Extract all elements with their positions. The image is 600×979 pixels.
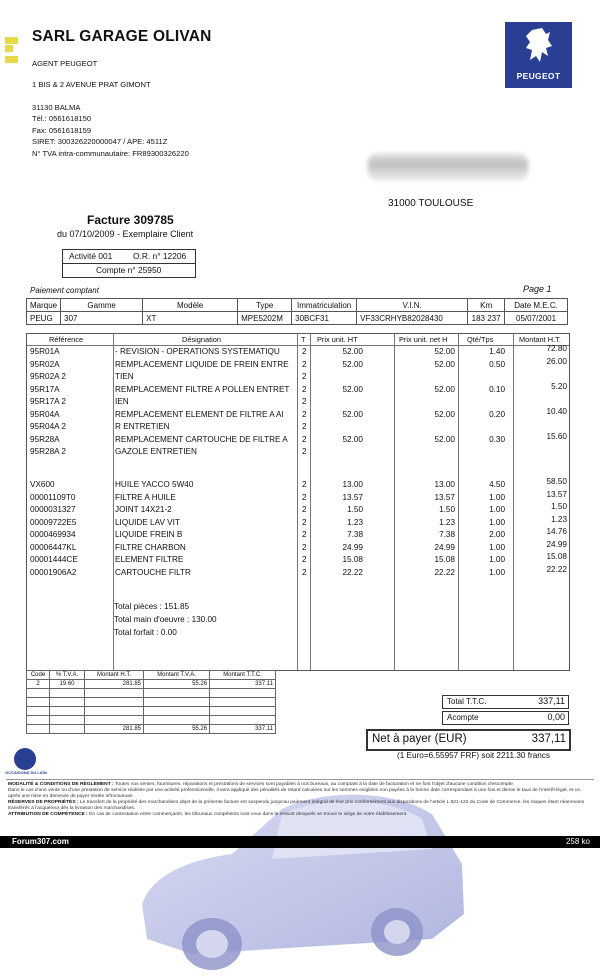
line-unit-price: 52.00	[342, 347, 363, 356]
line-net-price: 13.00	[434, 480, 455, 489]
vehicle-value-row	[27, 312, 568, 325]
tva-row	[27, 716, 276, 725]
vehicle-value: 307	[61, 312, 143, 325]
company-tel: Tél.: 0561618150	[32, 114, 92, 123]
line-designation: REMPLACEMENT CARTOUCHE DE FILTRE A	[115, 434, 288, 444]
legal-paragraph: En cas de contestation entre commerçants, les tribunaux compétents sont ceux dans le ressort desquels se trouve le siège de notre établissement.	[87, 812, 408, 817]
line-qty: 1.00	[489, 505, 505, 514]
line-t: 2	[302, 542, 307, 552]
company-fax: Fax: 0561618159	[32, 126, 92, 135]
line-net-price: 7.38	[439, 530, 455, 539]
legal-text	[8, 782, 592, 818]
line-unit-price: 13.57	[342, 492, 363, 502]
tva-table	[26, 670, 276, 734]
company-siret: SIRET: 300326220000047 / APE: 4511Z	[32, 137, 168, 146]
line-net-price: 15.08	[434, 555, 455, 564]
line-t: 2	[302, 555, 307, 564]
line-net-price: 52.00	[434, 384, 455, 394]
line-unit-price: 15.08	[342, 555, 363, 564]
activity-box	[62, 249, 196, 264]
line-ref: 00006447KL	[30, 542, 77, 552]
deposit-box	[442, 711, 569, 725]
invoice-title: Facture 309785	[87, 213, 174, 227]
line-unit-price: 52.00	[342, 409, 363, 419]
tva-row	[27, 707, 276, 716]
legal-paragraph: Toutes nos ventes, fournitures, réparations et prestations de services sont payables à nos bureaux, au comptant à la date de facturation et ne font l'objet d'aucune condition d'escompte.	[113, 782, 515, 787]
line-ref: 95R01A	[30, 347, 60, 356]
line-ref: 95R04A 2	[30, 422, 66, 431]
line-ref: 95R17A	[30, 384, 60, 394]
line-designation: FILTRE CHARBON	[115, 542, 186, 552]
line-ref: 00001444CE	[30, 555, 78, 564]
line-ref: 00001109T0	[30, 492, 76, 502]
line-qty: 1.40	[489, 347, 505, 356]
invoice-date: du 07/10/2009 - Exemplaire Client	[57, 229, 194, 239]
line-amount: 1.23	[551, 514, 567, 524]
line-t: 2	[302, 492, 307, 502]
decor-square	[5, 37, 18, 44]
vehicle-value: VF33CRHYB82028430	[357, 312, 468, 325]
line-ref: 95R28A 2	[30, 447, 66, 456]
vehicle-value: XT	[143, 312, 238, 325]
vehicle-header: Modèle	[143, 299, 238, 312]
line-t: 2	[302, 347, 307, 356]
tva-header: Montant H.T.	[85, 671, 144, 680]
line-items-table	[26, 333, 570, 671]
line-designation: REMPLACEMENT ELEMENT DE FILTRE A AI	[115, 409, 284, 419]
line-qty: 0.30	[489, 434, 505, 444]
account-box	[62, 263, 196, 278]
line-qty: 2.00	[489, 530, 505, 539]
line-net-price: 1.50	[439, 505, 455, 514]
vehicle-header: Type	[238, 299, 292, 312]
total-ttc-value: 337,11	[538, 696, 565, 706]
vehicle-header: Km	[468, 299, 505, 312]
line-t: 2	[302, 530, 307, 539]
vehicle-header: Date M.E.C.	[505, 299, 568, 312]
tva-total-row	[27, 725, 276, 734]
vehicle-value: MPE5202M	[238, 312, 292, 325]
conversion-note: (1 Euro=6.55957 FRF) soit 2211.30 francs	[397, 751, 550, 760]
col-header-unit-price: Prix unit. HT	[317, 335, 358, 344]
legal-title: RÉSERVES DE PROPRIÉTÉS :	[8, 800, 79, 805]
company-tva: N° TVA intra-communautaire: FR89300326220	[32, 149, 189, 158]
line-designation: HUILE YACCO 5W40	[115, 480, 194, 489]
tva-total-cell	[27, 725, 50, 734]
line-amount: 10.40	[546, 406, 567, 416]
col-header-net-price: Prix unit. net H	[399, 335, 448, 344]
total-flat: Total forfait : 0.00	[114, 628, 177, 637]
line-amount: 1.50	[551, 502, 567, 511]
line-designation: - REVISION - OPERATIONS SYSTEMATIQU	[115, 347, 280, 356]
footer-site: Forum307.com	[12, 837, 69, 846]
line-designation: CARTOUCHE FILTR	[115, 567, 191, 577]
redacted-client-name	[368, 153, 528, 181]
tva-row	[27, 689, 276, 698]
line-t: 2	[302, 409, 307, 419]
line-unit-price: 1.23	[347, 517, 363, 527]
line-qty: 0.50	[489, 359, 505, 369]
legal-title: ATTRIBUTION DE COMPÉTENCE :	[8, 812, 88, 817]
badge-text: OCCASIONS DU LION	[5, 770, 47, 775]
company-address2: 31130 BALMA	[32, 103, 81, 112]
line-unit-price: 7.38	[347, 530, 363, 539]
col-header-qty: Qté/Tps	[467, 335, 494, 344]
tva-row	[27, 680, 276, 689]
line-designation: R ENTRETIEN	[115, 422, 170, 431]
vehicle-value: 05/07/2001	[505, 312, 568, 325]
line-t: 2	[302, 517, 307, 527]
line-qty: 1.00	[489, 517, 505, 527]
total-ttc-box	[442, 695, 569, 709]
line-net-price: 24.99	[434, 542, 455, 552]
line-net-price: 22.22	[434, 567, 455, 577]
line-ref: 95R17A 2	[30, 397, 66, 406]
line-ref: 95R28A	[30, 434, 60, 444]
vehicle-value: PEUG	[27, 312, 61, 325]
line-amount: 24.99	[546, 539, 567, 549]
line-net-price: 1.23	[439, 517, 455, 527]
line-designation: ELEMENT FILTRE	[115, 555, 184, 564]
line-unit-price: 1.50	[347, 505, 363, 514]
vehicle-value: 183 237	[468, 312, 505, 325]
legal-title: MODALITÉ & CONDITIONS DE RÈGLEMENT :	[8, 782, 114, 787]
line-qty: 1.00	[489, 492, 505, 502]
col-header-amount: Montant H.T.	[519, 335, 561, 344]
line-ref: 0000469934	[30, 530, 76, 539]
line-net-price: 52.00	[434, 359, 455, 369]
line-qty: 1.00	[489, 555, 505, 564]
line-designation: LIQUIDE FREIN B	[115, 530, 183, 539]
line-amount: 58.50	[546, 477, 567, 486]
col-header-designation: Désignation	[182, 335, 222, 344]
line-t: 2	[302, 434, 307, 444]
line-designation: IEN	[115, 397, 129, 406]
line-t: 2	[302, 422, 307, 431]
col-header-t: T	[301, 335, 306, 344]
payment-mode: Paiement comptant	[30, 286, 99, 295]
line-amount: 13.57	[546, 489, 567, 499]
deposit-label: Acompte	[447, 713, 479, 722]
line-t: 2	[302, 397, 307, 406]
line-t: 2	[302, 372, 307, 381]
line-designation: REMPLACEMENT LIQUIDE DE FREIN ENTRE	[115, 359, 289, 369]
logo-text: PEUGEOT	[516, 71, 561, 81]
line-designation: LIQUIDE LAV VIT	[115, 517, 180, 527]
vehicle-header: Marque	[27, 299, 61, 312]
line-amount: 72.80	[546, 344, 567, 353]
vehicle-header: Immatriculation	[292, 299, 357, 312]
line-designation: TIEN	[115, 372, 134, 381]
activity-label: Activité 001	[69, 251, 113, 261]
line-designation: GAZOLE ENTRETIEN	[115, 447, 197, 456]
vehicle-header: V.I.N.	[357, 299, 468, 312]
line-amount: 5.20	[551, 381, 567, 391]
vehicle-header: Gamme	[61, 299, 143, 312]
legal-paragraph: Le transfert de la propriété des marchandises objet de la présente facture est suspendu jusqu'au paiement intégral de leur prix conformément aux dispositions de l'article L 621-122 du Code de Commerce, les risques étant néanmoins transférés à l'acquéreur dès la livraison des marchandises.	[8, 800, 585, 811]
col-header-reference: Référence	[49, 335, 84, 344]
line-net-price: 52.00	[434, 409, 455, 419]
line-unit-price: 52.00	[342, 434, 363, 444]
line-amount: 15.60	[546, 431, 567, 441]
line-t: 2	[302, 505, 307, 514]
tva-cell: 2	[27, 680, 50, 689]
line-ref: 95R04A	[30, 409, 60, 419]
line-unit-price: 22.22	[342, 567, 363, 577]
line-t: 2	[302, 567, 307, 577]
line-ref: 00001906A2	[30, 567, 77, 577]
line-net-price: 52.00	[434, 347, 455, 356]
line-amount: 14.76	[546, 527, 567, 536]
legal-paragraph: Dans le cas d'une vente ou d'une prestation de service réalisée par une activité professionnelle, il sera appliqué des pénalités de retard calculées sur les sommes exigibles non payées à la bonne date correspondant à une fois et demie le taux de l'intérêt légal, et ce, après une mise en demeure de payer restée infructueuse.	[8, 788, 582, 799]
line-unit-price: 52.00	[342, 359, 363, 369]
line-ref: 95R02A 2	[30, 372, 66, 381]
vehicle-table	[26, 298, 568, 325]
tva-header: Code	[27, 671, 50, 680]
line-designation: JOINT 14X21-2	[115, 505, 172, 514]
client-city: 31000 TOULOUSE	[388, 198, 474, 209]
line-net-price: 52.00	[434, 434, 455, 444]
total-labour: Total main d'oeuvre : 130.00	[114, 615, 217, 624]
footer-size: 258 ko	[565, 837, 590, 846]
tva-row	[27, 698, 276, 707]
line-ref: 95R02A	[30, 359, 60, 369]
tva-header-row	[27, 671, 276, 680]
total-ttc-label: Total T.T.C.	[447, 697, 487, 706]
peugeot-logo	[505, 22, 572, 88]
footer-bar	[0, 836, 600, 848]
net-to-pay-label: Net à payer (EUR)	[372, 733, 467, 745]
line-t: 2	[302, 359, 307, 369]
tva-header: % T.V.A.	[50, 671, 85, 680]
line-t: 2	[302, 384, 307, 394]
tva-total-cell: 281.85	[85, 725, 144, 734]
company-address1: 1 BIS & 2 AVENUE PRAT GIMONT	[32, 80, 151, 89]
vehicle-value: 30BCF31	[292, 312, 357, 325]
line-ref: 00009722E5	[30, 517, 77, 527]
company-name: SARL GARAGE OLIVAN	[32, 28, 212, 45]
line-qty: 1.00	[489, 567, 505, 577]
or-label: O.R. n° 12206	[133, 251, 187, 261]
tva-cell: 281.85	[85, 680, 144, 689]
account-label: Compte n° 25950	[96, 265, 162, 275]
line-ref: 0000031327	[30, 505, 76, 514]
decor-square	[5, 45, 13, 52]
tva-total-cell: 55.26	[144, 725, 210, 734]
lion-icon	[520, 26, 558, 66]
vehicle-header-row	[27, 299, 568, 312]
line-t: 2	[302, 447, 307, 456]
line-designation: REMPLACEMENT FILTRE A POLLEN ENTRET	[115, 384, 290, 394]
line-amount: 15.08	[546, 552, 567, 561]
line-qty: 0.10	[489, 384, 505, 394]
decor-square	[5, 56, 18, 63]
page-number: Page 1	[523, 284, 552, 294]
line-designation: FILTRE A HUILE	[115, 492, 176, 502]
tva-total-cell	[50, 725, 85, 734]
net-to-pay-value: 337,11	[531, 733, 566, 745]
line-ref: VX600	[30, 480, 55, 489]
line-qty: 4.50	[489, 480, 505, 489]
line-unit-price: 24.99	[342, 542, 363, 552]
total-parts: Total pièces : 151.85	[114, 602, 190, 611]
line-qty: 0.20	[489, 409, 505, 419]
tva-cell: 19.60	[50, 680, 85, 689]
line-t: 2	[302, 480, 307, 489]
line-amount: 26.00	[546, 356, 567, 366]
line-qty: 1.00	[489, 542, 505, 552]
tva-header: Montant T.V.A.	[144, 671, 210, 680]
net-to-pay-box	[366, 729, 571, 751]
tva-total-cell: 337.11	[210, 725, 276, 734]
line-net-price: 13.57	[434, 492, 455, 502]
line-unit-price: 52.00	[342, 384, 363, 394]
line-unit-price: 13.00	[342, 480, 363, 489]
company-agent: AGENT PEUGEOT	[32, 59, 98, 68]
tva-cell: 55.26	[144, 680, 210, 689]
deposit-value: 0,00	[547, 712, 565, 722]
tva-header: Montant T.T.C.	[210, 671, 276, 680]
occasions-lion-icon	[14, 748, 36, 770]
line-amount: 22.22	[546, 564, 567, 574]
tva-cell: 337.11	[210, 680, 276, 689]
